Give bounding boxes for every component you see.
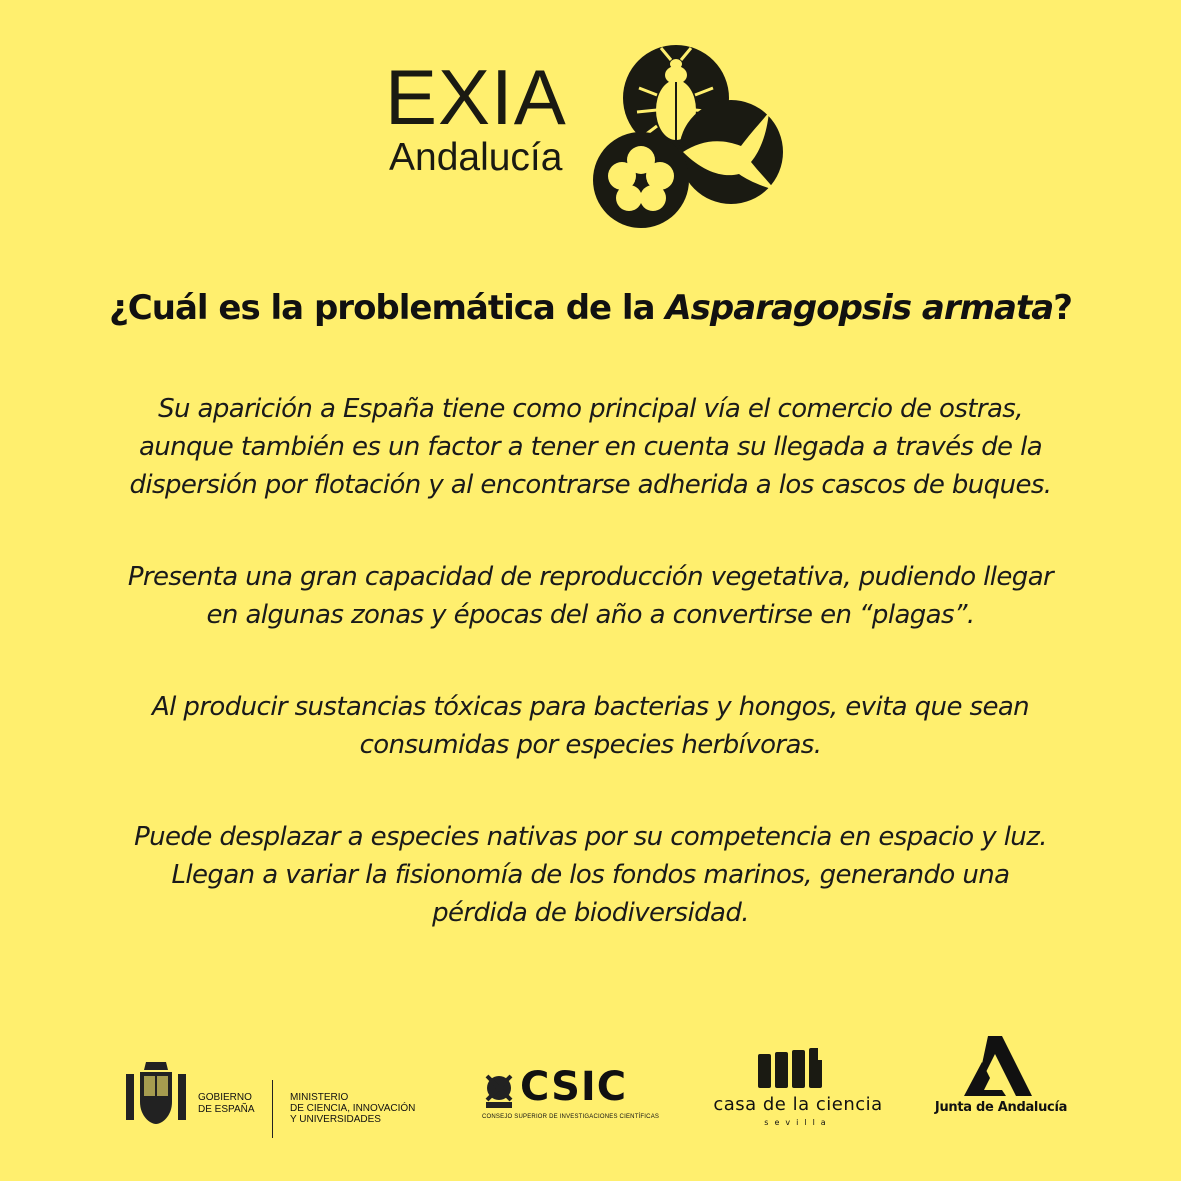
text-line: dispersión por flotación y al encontrarse adherida a los cascos de buques. (129, 470, 1052, 500)
text-line: Llegan a variar la fisionomía de los fondos marinos, generando una (171, 860, 1010, 890)
text-line: en algunas zonas y épocas del año a convertirse en “plagas”. (206, 600, 975, 630)
text-line: Al producir sustancias tóxicas para bacterias y hongos, evita que sean (151, 692, 1030, 722)
logo-subtitle: Andalucía (389, 136, 563, 179)
text-line: Presenta una gran capacidad de reproducción vegetativa, pudiendo llegar (127, 562, 1054, 592)
page-title (0, 286, 1181, 330)
casa-ciencia-logo (700, 1048, 900, 1128)
title-prefix: ¿Cuál es la problemática de la (109, 288, 666, 328)
text-line: Puede desplazar a especies nativas por su competencia en espacio y luz. (134, 822, 1047, 852)
sponsor-logos (0, 1040, 1181, 1140)
text-line: Su aparición a España tiene como principal vía el comercio de ostras, (158, 394, 1023, 424)
logo-title: EXIA (385, 53, 567, 141)
junta-a-icon (962, 1036, 1032, 1098)
species-name: Asparagopsis armata (665, 288, 1054, 328)
text-line: aunque también es un factor a tener en cuenta su llegada a través de la (138, 432, 1043, 462)
divider (272, 1080, 273, 1138)
junta-logo (926, 1036, 1076, 1126)
text-line: consumidas por especies herbívoras. (359, 730, 822, 760)
casa-emblem-icon (758, 1048, 830, 1090)
body-text (40, 390, 1141, 986)
coat-of-arms-icon (124, 1058, 188, 1128)
gobierno-line: DE ESPAÑA (198, 1104, 255, 1115)
junta-name: Junta de Andalucía (934, 1100, 1068, 1115)
csic-logo (482, 1064, 660, 1130)
csic-name: CSIC (520, 1064, 628, 1110)
ministry-line: Y UNIVERSIDADES (290, 1114, 381, 1125)
gobierno-line: GOBIERNO (198, 1092, 252, 1103)
text-line: pérdida de biodiversidad. (432, 898, 749, 928)
gobierno-name (198, 1092, 268, 1116)
csic-emblem-icon (482, 1070, 516, 1110)
csic-full-name: CONSEJO SUPERIOR DE INVESTIGACIONES CIENTÍFICAS (482, 1114, 660, 1120)
ministry-line: DE CIENCIA, INNOVACIÓN (290, 1103, 416, 1114)
paragraph-reproduction (40, 558, 1141, 634)
ministry-name (290, 1092, 440, 1125)
ministry-line: MINISTERIO (290, 1092, 349, 1103)
title-suffix: ? (1053, 288, 1072, 328)
casa-name: casa de la ciencia (713, 1094, 883, 1115)
paragraph-toxicity (40, 688, 1141, 764)
casa-city: sevilla (764, 1118, 832, 1127)
paragraph-origin (40, 390, 1141, 504)
exia-logo (385, 40, 785, 230)
exia-emblem-icon (591, 40, 787, 230)
gobierno-logo (124, 1058, 424, 1128)
paragraph-biodiversity (40, 818, 1141, 932)
